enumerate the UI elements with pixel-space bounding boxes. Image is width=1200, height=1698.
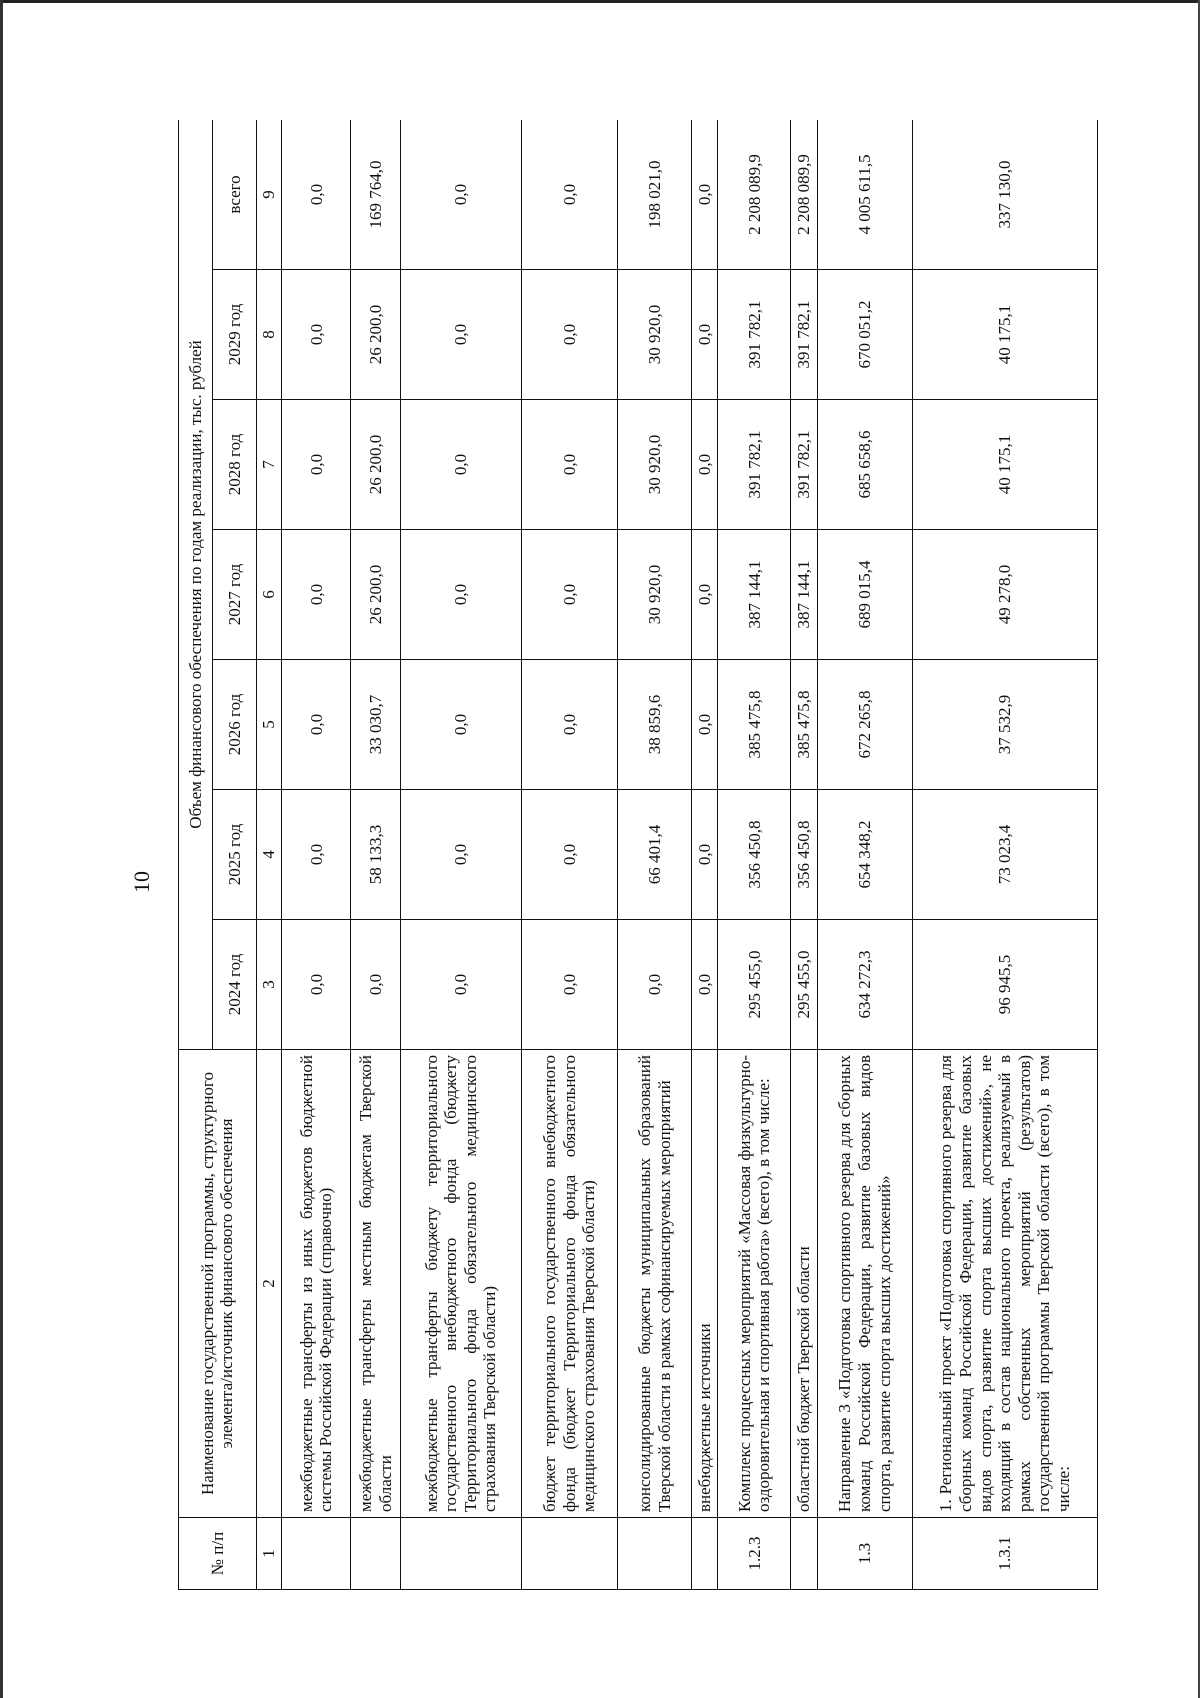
row-year-value: 670 051,2 xyxy=(817,270,912,400)
row-index xyxy=(691,1518,717,1590)
row-name: 1. Региональный проект «Подготовка спортивного резерва для сборных команд Российской Федерации, развитие базовых видов спорта, развитие спорта высших достижений», не входящий в состав национального проекта, реализуемый в рамках собственных мероприятий (результатов) государственной программы Тверской области (всего), в том числе: xyxy=(912,1050,1097,1518)
row-year-value: 654 348,2 xyxy=(817,790,912,920)
row-year-value: 0,0 xyxy=(400,530,521,660)
row-year-value: 391 782,1 xyxy=(791,400,817,530)
row-year-value: 356 450,8 xyxy=(791,790,817,920)
table-row xyxy=(718,120,791,1590)
header-year: 2027 год xyxy=(213,530,256,660)
row-year-value: 30 920,0 xyxy=(618,530,691,660)
header-col-name: Наименование государственной программы, структурного элемента/источник финансового обеспечения xyxy=(179,1050,257,1518)
row-index: 1.3.1 xyxy=(912,1518,1097,1590)
row-year-value: 391 782,1 xyxy=(791,270,817,400)
row-year-value: 0,0 xyxy=(400,790,521,920)
row-year-value: 30 920,0 xyxy=(618,400,691,530)
row-year-value: 385 475,8 xyxy=(791,660,817,790)
header-col-volume: Объем финансового обеспечения по годам реализации, тыс. рублей xyxy=(179,120,213,1050)
row-year-value: 0,0 xyxy=(400,660,521,790)
row-name: Комплекс процессных мероприятий «Массовая физкультурно-оздоровительная и спортивная работа» (всего), в том числе: xyxy=(718,1050,791,1518)
row-year-value: 0,0 xyxy=(282,660,351,790)
row-year-value: 66 401,4 xyxy=(618,790,691,920)
row-index xyxy=(282,1518,351,1590)
row-year-value: 33 030,7 xyxy=(351,660,401,790)
row-year-value: 26 200,0 xyxy=(351,530,401,660)
row-year-value: 391 782,1 xyxy=(718,270,791,400)
row-name: областной бюджет Тверской области xyxy=(791,1050,817,1518)
row-total-value: 0,0 xyxy=(400,120,521,270)
table-row xyxy=(400,120,521,1590)
row-name: консолидированные бюджеты муниципальных образований Тверской области в рамках софинансируемых мероприятий xyxy=(618,1050,691,1518)
row-year-value: 685 658,6 xyxy=(817,400,912,530)
header-total: всего xyxy=(213,120,256,270)
table-landscape xyxy=(178,120,1098,1590)
row-year-value: 58 133,3 xyxy=(351,790,401,920)
row-year-value: 295 455,0 xyxy=(791,920,817,1050)
row-year-value: 391 782,1 xyxy=(718,400,791,530)
row-year-value: 672 265,8 xyxy=(817,660,912,790)
row-index xyxy=(400,1518,521,1590)
row-year-value: 30 920,0 xyxy=(618,270,691,400)
table-row xyxy=(521,120,618,1590)
row-year-value: 40 175,1 xyxy=(912,400,1097,530)
row-total-value: 0,0 xyxy=(282,120,351,270)
row-year-value: 295 455,0 xyxy=(718,920,791,1050)
row-year-value: 0,0 xyxy=(521,400,618,530)
table-rotated-container xyxy=(178,120,1098,1590)
row-index xyxy=(791,1518,817,1590)
table-row xyxy=(618,120,691,1590)
column-number: 4 xyxy=(256,790,282,920)
column-number: 9 xyxy=(256,120,282,270)
row-year-value: 0,0 xyxy=(282,400,351,530)
row-year-value: 0,0 xyxy=(400,270,521,400)
row-year-value: 0,0 xyxy=(521,270,618,400)
row-name: межбюджетные трансферты из иных бюджетов бюджетной системы Российской Федерации (справочно) xyxy=(282,1050,351,1518)
row-year-value: 0,0 xyxy=(691,530,717,660)
row-year-value: 38 859,6 xyxy=(618,660,691,790)
row-year-value: 37 532,9 xyxy=(912,660,1097,790)
row-total-value: 0,0 xyxy=(521,120,618,270)
row-year-value: 634 272,3 xyxy=(817,920,912,1050)
row-year-value: 0,0 xyxy=(618,920,691,1050)
column-numbers-row xyxy=(256,120,282,1590)
header-year: 2029 год xyxy=(213,270,256,400)
column-number: 3 xyxy=(256,920,282,1050)
table-row xyxy=(817,120,912,1590)
row-year-value: 73 023,4 xyxy=(912,790,1097,920)
row-index: 1.3 xyxy=(817,1518,912,1590)
row-total-value: 198 021,0 xyxy=(618,120,691,270)
row-year-value: 356 450,8 xyxy=(718,790,791,920)
table-row xyxy=(791,120,817,1590)
row-year-value: 0,0 xyxy=(521,790,618,920)
column-number: 1 xyxy=(256,1518,282,1590)
table-row xyxy=(691,120,717,1590)
column-number: 6 xyxy=(256,530,282,660)
row-index xyxy=(618,1518,691,1590)
financing-table xyxy=(178,120,1098,1590)
row-year-value: 49 278,0 xyxy=(912,530,1097,660)
scan-edge-left xyxy=(0,0,3,1698)
row-year-value: 0,0 xyxy=(691,400,717,530)
row-year-value: 0,0 xyxy=(282,790,351,920)
column-number: 7 xyxy=(256,400,282,530)
row-total-value: 0,0 xyxy=(691,120,717,270)
column-number: 5 xyxy=(256,660,282,790)
header-year: 2026 год xyxy=(213,660,256,790)
table-row xyxy=(282,120,351,1590)
row-total-value: 337 130,0 xyxy=(912,120,1097,270)
row-index xyxy=(351,1518,401,1590)
row-year-value: 0,0 xyxy=(282,920,351,1050)
header-year: 2025 год xyxy=(213,790,256,920)
row-year-value: 0,0 xyxy=(691,270,717,400)
row-year-value: 26 200,0 xyxy=(351,400,401,530)
row-year-value: 26 200,0 xyxy=(351,270,401,400)
row-year-value: 96 945,5 xyxy=(912,920,1097,1050)
row-name: межбюджетные трансферты местным бюджетам Тверской области xyxy=(351,1050,401,1518)
row-total-value: 2 208 089,9 xyxy=(718,120,791,270)
header-year: 2024 год xyxy=(213,920,256,1050)
row-name: межбюджетные трансферты бюджету территориального государственного внебюджетного фонда (бюджету Территориального фонда обязательного медицинского страхования Тверской области) xyxy=(400,1050,521,1518)
column-number: 2 xyxy=(256,1050,282,1518)
row-year-value: 387 144,1 xyxy=(791,530,817,660)
row-year-value: 0,0 xyxy=(521,660,618,790)
row-year-value: 0,0 xyxy=(691,790,717,920)
scan-edge-top xyxy=(0,0,1200,3)
row-year-value: 689 015,4 xyxy=(817,530,912,660)
column-number: 8 xyxy=(256,270,282,400)
row-name: Направление 3 «Подготовка спортивного резерва для сборных команд Российской Федерации, развитие базовых видов спорта, развитие спорта высших достижений» xyxy=(817,1050,912,1518)
row-year-value: 0,0 xyxy=(400,920,521,1050)
row-index: 1.2.3 xyxy=(718,1518,791,1590)
row-total-value: 4 005 611,5 xyxy=(817,120,912,270)
row-name: бюджет территориального государственного внебюджетного фонда (бюджет Территориального фонда обязательного медицинского страхования Тверской области) xyxy=(521,1050,618,1518)
row-index xyxy=(521,1518,618,1590)
row-total-value: 169 764,0 xyxy=(351,120,401,270)
table-row xyxy=(912,120,1097,1590)
row-year-value: 0,0 xyxy=(521,530,618,660)
row-year-value: 0,0 xyxy=(521,920,618,1050)
table-body xyxy=(282,120,1098,1590)
row-year-value: 0,0 xyxy=(400,400,521,530)
page-number: 10 xyxy=(129,871,154,893)
row-year-value: 0,0 xyxy=(351,920,401,1050)
row-year-value: 0,0 xyxy=(691,660,717,790)
row-year-value: 40 175,1 xyxy=(912,270,1097,400)
row-year-value: 385 475,8 xyxy=(718,660,791,790)
row-year-value: 387 144,1 xyxy=(718,530,791,660)
row-year-value: 0,0 xyxy=(282,270,351,400)
row-name: внебюджетные источники xyxy=(691,1050,717,1518)
header-year: 2028 год xyxy=(213,400,256,530)
row-year-value: 0,0 xyxy=(691,920,717,1050)
table-row xyxy=(351,120,401,1590)
header-col-num: № п/п xyxy=(179,1518,257,1590)
row-total-value: 2 208 089,9 xyxy=(791,120,817,270)
row-year-value: 0,0 xyxy=(282,530,351,660)
